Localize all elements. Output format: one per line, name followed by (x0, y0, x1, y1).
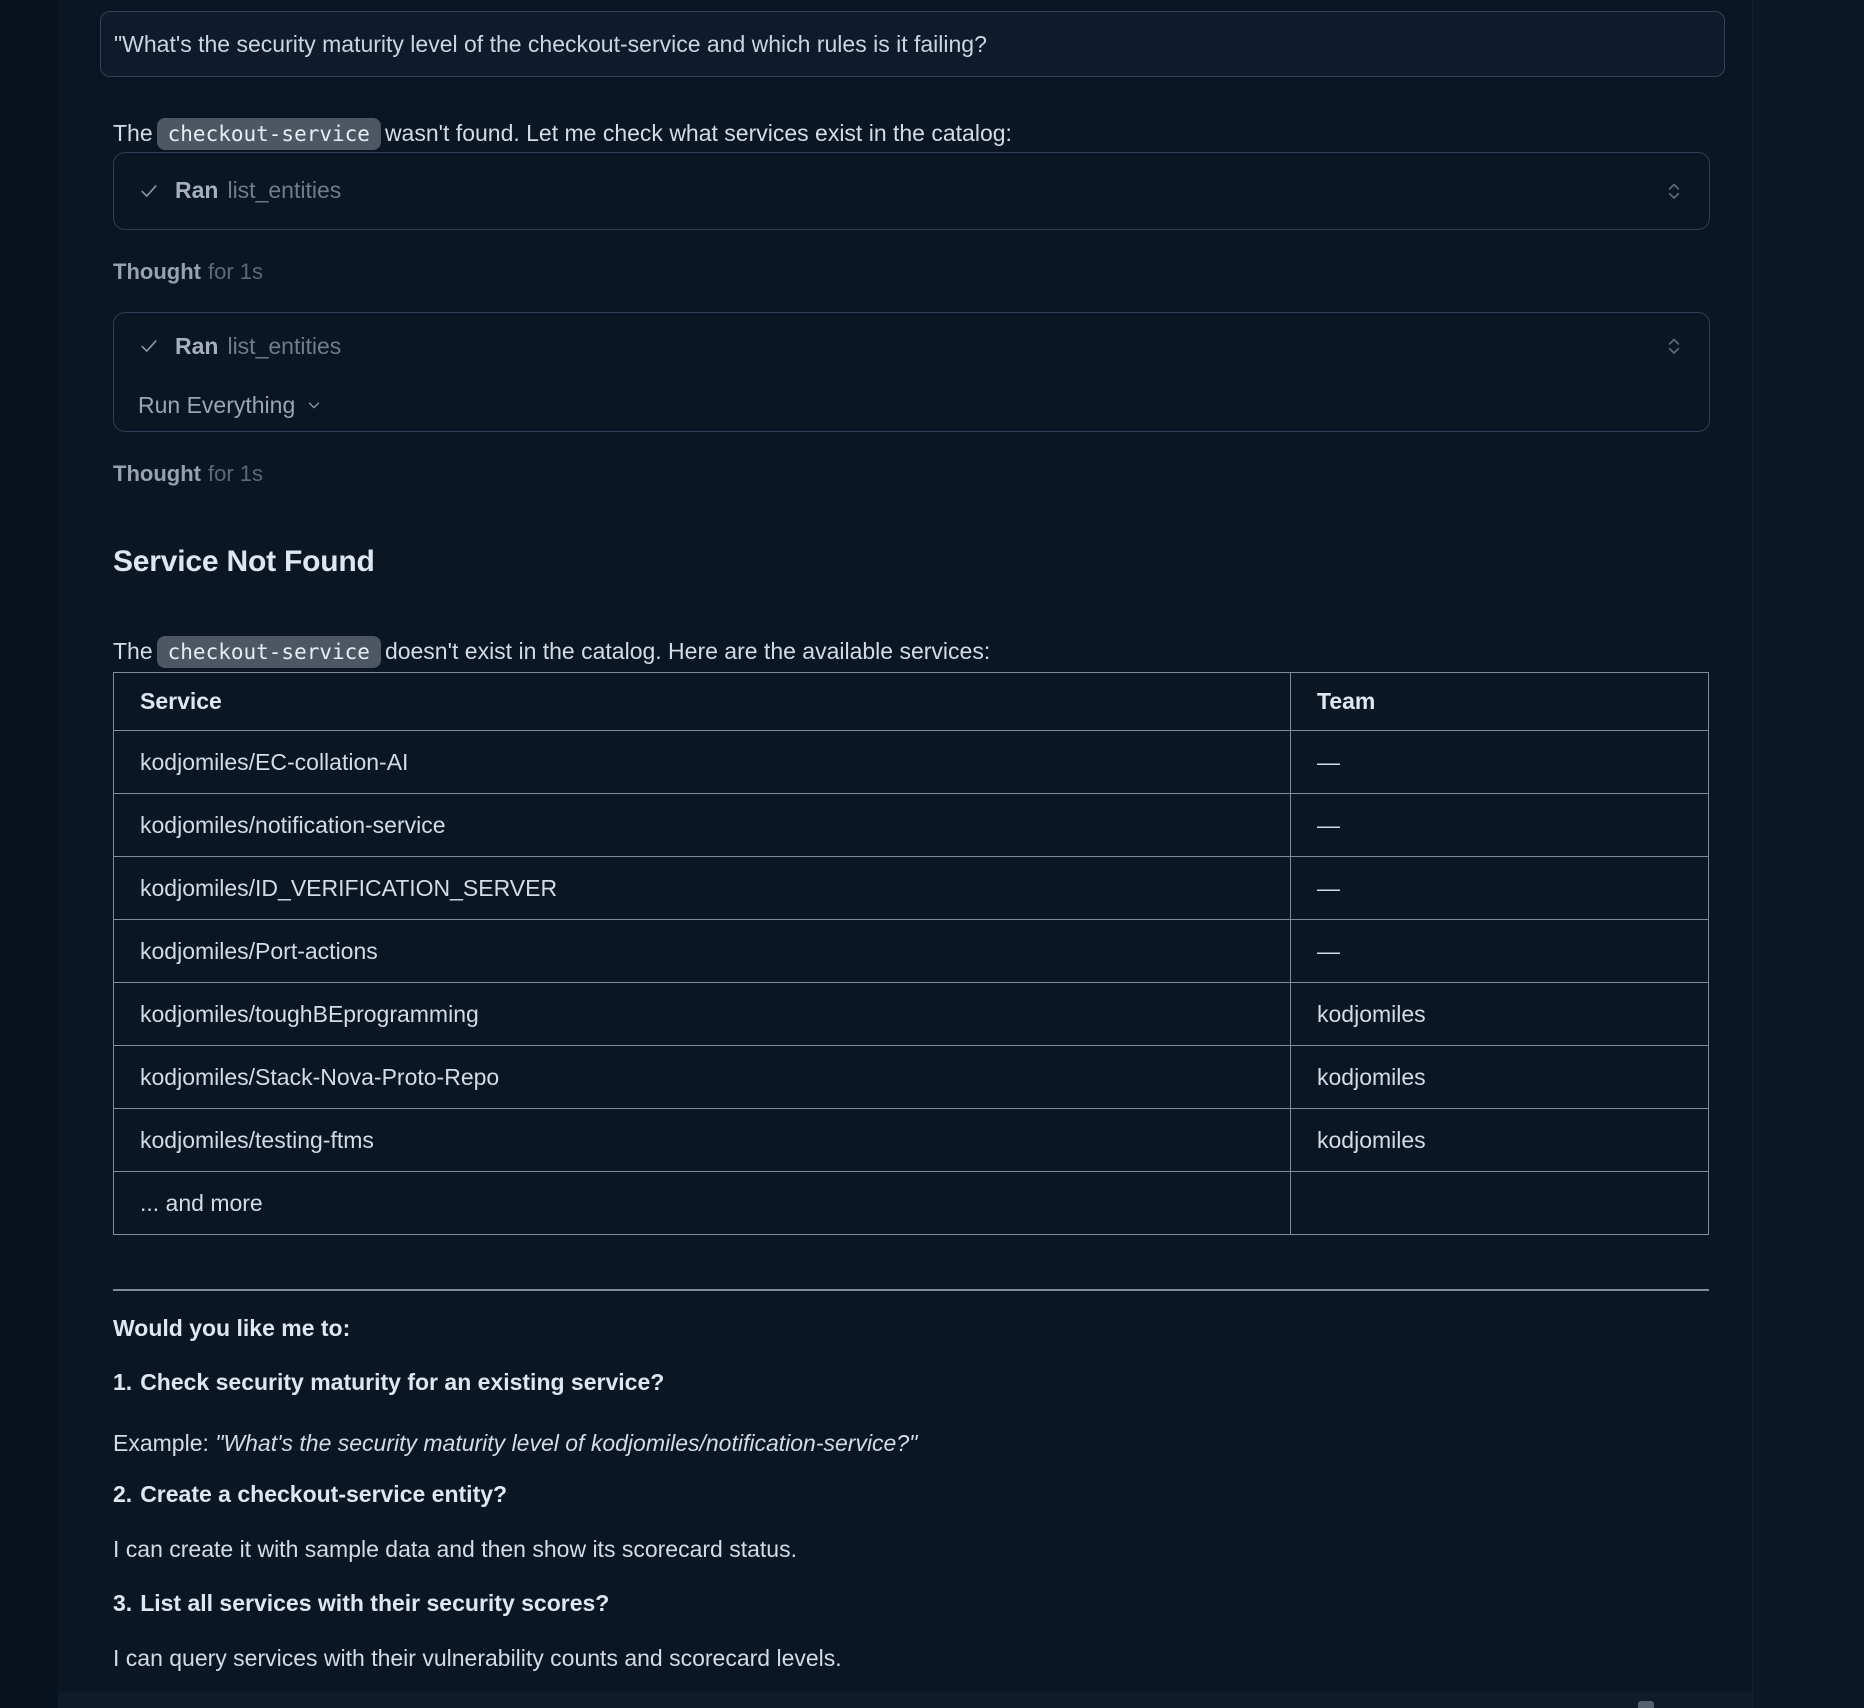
option-number: 1. (113, 1369, 133, 1395)
table-row (114, 983, 1709, 1046)
table-row (114, 1172, 1709, 1235)
table-row (114, 857, 1709, 920)
option-2-description: I can create it with sample data and then show its scorecard status. (113, 1536, 797, 1562)
tool-name: list_entities (227, 177, 342, 203)
services-table (113, 672, 1709, 1235)
section-heading: Service Not Found (113, 545, 375, 578)
thought-label: Thought (113, 461, 201, 486)
option-number: 3. (113, 1590, 133, 1616)
options-intro: Would you like me to: (113, 1315, 351, 1341)
thought-toggle[interactable] (113, 255, 263, 289)
tool-call-row[interactable] (114, 313, 1709, 377)
team-cell: kodjomiles (1291, 983, 1709, 1046)
team-cell: — (1291, 731, 1709, 794)
services-table-body (114, 731, 1709, 1235)
team-column-header: Team (1291, 673, 1709, 731)
service-cell: kodjomiles/EC-collation-AI (114, 731, 1291, 794)
user-query-text: "What's the security maturity level of the checkout-service and which rules is it failing? (114, 30, 987, 57)
service-cell: ... and more (114, 1172, 1291, 1235)
service-cell: kodjomiles/testing-ftms (114, 1109, 1291, 1172)
run-everything-label: Run Everything (138, 391, 296, 418)
service-cell: kodjomiles/toughBEprogramming (114, 983, 1291, 1046)
chevron-down-icon (305, 396, 323, 414)
tool-name: list_entities (227, 332, 342, 359)
thought-label: Thought (113, 259, 201, 284)
unfold-more-icon[interactable] (1661, 178, 1687, 204)
inline-code-chip: checkout-service (157, 636, 381, 668)
table-row (114, 920, 1709, 983)
ran-label: Ran (175, 332, 219, 359)
team-cell: — (1291, 857, 1709, 920)
not-found-pre: The (113, 638, 153, 664)
option-3-description: I can query services with their vulnerability counts and scorecard levels. (113, 1645, 842, 1671)
intro-post: wasn't found. Let me check what services exist in the catalog: (384, 120, 1012, 146)
tool-call-card[interactable] (113, 152, 1710, 230)
tool-call-row[interactable] (114, 153, 1709, 228)
team-cell: kodjomiles (1291, 1046, 1709, 1109)
example-quote: "What's the security maturity level of kodjomiles/notification-service?" (215, 1430, 918, 1456)
ran-label: Ran (175, 177, 219, 203)
table-row (114, 1046, 1709, 1109)
service-cell: kodjomiles/Port-actions (114, 920, 1291, 983)
option-item-1 (113, 1365, 664, 1399)
team-cell (1291, 1172, 1709, 1235)
service-cell: kodjomiles/ID_VERIFICATION_SERVER (114, 857, 1291, 920)
team-cell: — (1291, 920, 1709, 983)
tool-call-card[interactable] (113, 312, 1710, 432)
unfold-more-icon[interactable] (1661, 333, 1687, 359)
thought-duration: for 1s (207, 259, 263, 284)
check-icon (138, 180, 160, 202)
service-column-header: Service (114, 673, 1291, 731)
table-header-row (114, 673, 1709, 731)
thought-toggle[interactable] (113, 457, 263, 491)
scroll-to-bottom-handle[interactable] (1638, 1701, 1654, 1708)
inline-code-chip: checkout-service (157, 118, 381, 150)
thought-duration: for 1s (207, 461, 263, 486)
example-label: Example: (113, 1430, 209, 1456)
service-cell: kodjomiles/notification-service (114, 794, 1291, 857)
option-number: 2. (113, 1481, 133, 1507)
team-cell: kodjomiles (1291, 1109, 1709, 1172)
run-everything-dropdown[interactable] (138, 392, 323, 419)
option-text: Check security maturity for an existing service? (140, 1369, 665, 1395)
option-item-3 (113, 1586, 609, 1620)
run-everything-row[interactable] (114, 377, 1709, 433)
not-found-paragraph (113, 632, 990, 670)
service-cell: kodjomiles/Stack-Nova-Proto-Repo (114, 1046, 1291, 1109)
table-row (114, 731, 1709, 794)
example-line (113, 1426, 917, 1460)
scrollbar-gutter[interactable] (1752, 0, 1864, 1708)
team-cell: — (1291, 794, 1709, 857)
intro-pre: The (113, 120, 153, 146)
assistant-intro (113, 114, 1012, 152)
horizontal-rule (113, 1289, 1709, 1291)
user-query-box (100, 11, 1725, 77)
option-text: Create a checkout-service entity? (140, 1481, 508, 1507)
input-area-top-edge (58, 1692, 1752, 1708)
table-row (114, 794, 1709, 857)
option-text: List all services with their security scores? (140, 1590, 610, 1616)
left-gutter (0, 0, 58, 1708)
option-item-2 (113, 1477, 507, 1511)
check-icon (138, 335, 160, 357)
not-found-post: doesn't exist in the catalog. Here are the available services: (384, 638, 991, 664)
table-row (114, 1109, 1709, 1172)
